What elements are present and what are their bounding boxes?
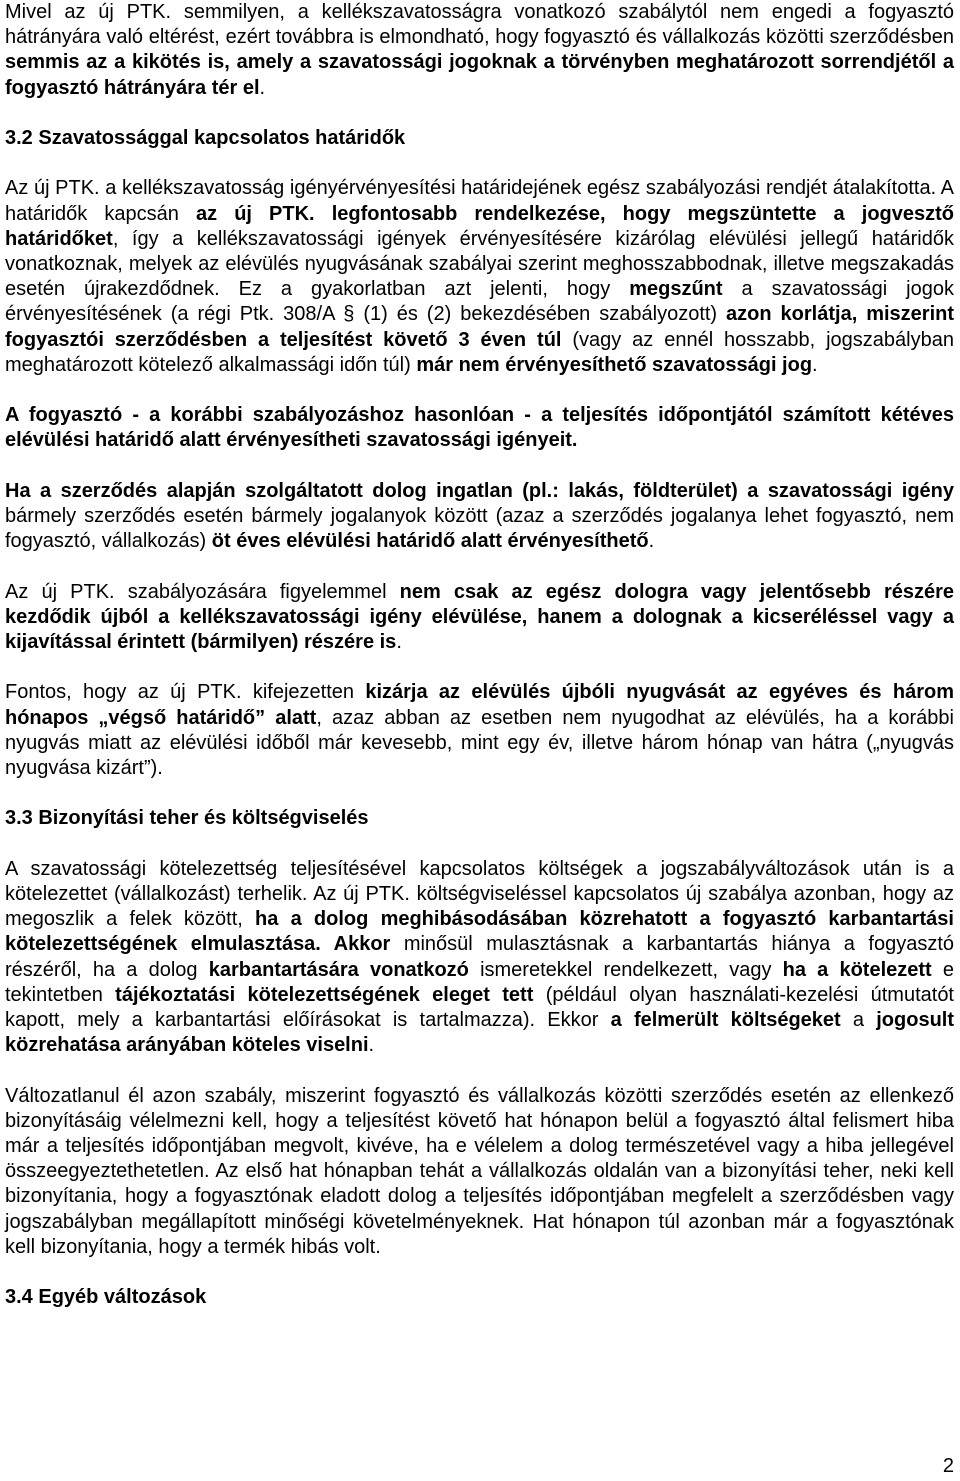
emphasized-text: azon korlátja, miszerint fogyasztói szerződésben a teljesítést követő 3 éven túl xyxy=(5,303,955,351)
paragraph-text: A szavatossági kötelezettség teljesítésével kapcsolatos költségek a jogszabályváltozások után is a kötelezettet (vállalkozást) terhelik. Az új PTK. költségviseléssel kapcsolatos új szabálya azonban, hogy az megoszlik a felek között, xyxy=(5,857,954,931)
emphasized-text: tájékoztatási kötelezettségének eleget tett xyxy=(115,983,534,1006)
section-heading: 3.4 Egyéb változások xyxy=(5,1286,207,1309)
emphasized-text: megszűnt xyxy=(629,278,723,301)
paragraph-text: Mivel az új PTK. semmilyen, a kellékszavatosságra vonatkozó szabálytól nem engedi a fogyasztó hátrányára való eltérést, ezért továbbra is elmondható, hogy fogyasztó és vállalkozás közötti szerződésben xyxy=(5,1,954,49)
paragraph-text: Változatlanul él azon szabály, miszerint fogyasztó és vállalkozás közötti szerződés esetén az ellenkező bizonyításáig vélelmezni kell, hogy a teljesítést követő hat hónapon belül a fogyasztó által felismert hiba már a teljesítés időpontjában megvolt, kivéve, ha e vélelem a dolog természetével vagy a hiba jellegével összeegyeztethetetlen. Az első hat hónapban tehát a vállalkozás oldalán van a bizonyítási teher, neki kell bizonyítania, hogy a fogyasztónak eladott dolog a teljesítés időpontjában megfelelt a szerződésben vagy jogszabályban megállapított minőségi követelményeknek. Hat hónapon túl azonban már a fogyasztónak kell bizonyítania, hogy a termék hibás volt. xyxy=(5,1084,954,1258)
paragraph-text: . xyxy=(259,76,266,99)
emphasized-text: semmis az a kikötés is, amely a szavatossági jogoknak a törvényben meghatározott sorrendjétől a fogyasztó hátrányára tér el xyxy=(5,51,954,99)
emphasized-text: ha a dolog meghibásodásában közrehatott a fogyasztó karbantartási kötelezettségének elmulasztása. Akkor xyxy=(5,908,954,956)
section-heading: 3.2 Szavatossággal kapcsolatos határidők xyxy=(5,127,406,149)
body-paragraph xyxy=(5,857,954,1059)
emphasized-text: öt éves elévülési határidő alatt érvényesíthető xyxy=(211,530,649,553)
emphasized-text: karbantartására vonatkozó xyxy=(208,958,469,981)
emphasized-text: Ha a szerződés alapján szolgáltatott dolog ingatlan (pl.: lakás, földterület) a szavatossági igény xyxy=(5,479,954,502)
emphasized-text: nem csak az egész dologra vagy jelentősebb részére kezdődik újból a kellékszavatossági igény elévülése, hanem a dolognak a kicseréléssel vagy a kijavítással érintett (bármilyen) részére is xyxy=(5,580,955,653)
emphasized-text: az új PTK. xyxy=(195,202,315,225)
body-paragraph xyxy=(5,0,954,101)
paragraph-text: a xyxy=(840,1009,877,1031)
emphasized-text: legfontosabb rendelkezése, hogy megszüntette a jogvesztő határidőket xyxy=(5,202,954,250)
paragraph-text: Az új PTK. szabályozására figyelemmel xyxy=(5,580,400,603)
body-paragraph xyxy=(5,479,954,555)
paragraph-text: . xyxy=(648,530,655,553)
page-number: 2 xyxy=(942,1455,954,1477)
paragraph-text: ismeretekkel rendelkezett, vagy xyxy=(468,958,783,981)
paragraph-text: (vagy az ennél hosszabb, jogszabályban meghatározott kötelező alkalmassági időn túl) xyxy=(5,328,954,376)
paragraph-text: Fontos, hogy az új PTK. kifejezetten xyxy=(5,681,366,704)
emphasized-text: már nem érvényesíthető szavatossági jog xyxy=(416,353,813,376)
body-paragraph xyxy=(5,176,954,378)
body-paragraph xyxy=(5,580,954,656)
paragraph-text: (például olyan használati-kezelési útmutatót kapott, mely a karbantartási előírásokat is tartalmazza). Ekkor xyxy=(5,983,954,1031)
paragraph-text: , így a kellékszavatossági igények érvényesítésére kizárólag elévülési jellegű határidők vonatkoznak, melyek az elévülés nyugvásának szabályai szerint meghosszabbodnak, illetve megszakadás esetén újrakezdődnek. Ez a gyakorlatban azt jelenti, hogy xyxy=(5,227,954,301)
paragraph-text: e tekintetben xyxy=(5,958,955,1006)
body-paragraph xyxy=(5,680,954,781)
emphasized-text: a felmerült költségeket xyxy=(610,1009,841,1031)
emphasized-text: A fogyasztó - a korábbi szabályozáshoz hasonlóan - a teljesítés időpontjától számított kétéves elévülési határidő alatt érvényesítheti szavatossági igényeit. xyxy=(5,404,954,452)
body-paragraph xyxy=(5,1084,954,1260)
paragraph-text: Az új PTK. a kellékszavatosság igényérvényesítési határidejének egész szabályozási rendjét átalakította. A határidők kapcsán xyxy=(5,177,954,225)
paragraph-text xyxy=(315,203,332,225)
paragraph-text: . xyxy=(812,353,818,376)
emphasized-text: jogosult közrehatása arányában köteles viselni xyxy=(5,1009,954,1057)
paragraph-text: bármely szerződés esetén bármely jogalanyok között (azaz a szerződés jogalanya lehet fogyasztó, nem fogyasztó, vállalkozás) xyxy=(5,505,954,553)
paragraph-text: a szavatossági jogok érvényesítésének (a régi Ptk. 308/A § (1) és (2) bekezdésében szabályozott) xyxy=(5,278,954,326)
document-body xyxy=(5,0,954,1336)
section-heading: 3.3 Bizonyítási teher és költségviselés xyxy=(5,807,369,830)
body-paragraph xyxy=(5,403,954,453)
emphasized-text: kizárja az elévülés újbóli nyugvását az egyéves és három hónapos „végső határidő” alatt xyxy=(5,681,954,729)
paragraph-text: minősül mulasztásnak a karbantartás hiánya a fogyasztó részéről, ha a dolog xyxy=(5,933,954,981)
paragraph-text: , azaz abban az esetben nem nyugodhat az elévülés, ha a korábbi nyugvás miatt az elévülési időből már kevesebb, mint egy év, illetve három hónap van hátra („nyugvás nyugvása kizárt”). xyxy=(5,706,954,779)
paragraph-text: . xyxy=(368,1034,375,1057)
paragraph-text: . xyxy=(396,631,402,653)
emphasized-text: ha a kötelezett xyxy=(782,958,932,981)
